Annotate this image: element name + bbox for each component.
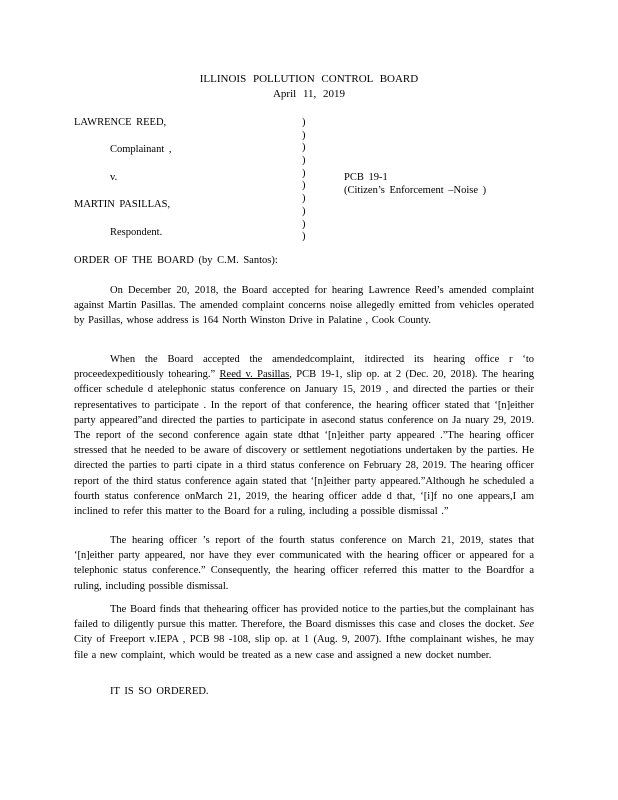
paren: ): [302, 167, 306, 179]
paragraph-2-rest: , PCB 19-1, slip op. at 2 (Dec. 20, 2018). The hearing officer schedule d atelephonic status conference on January 15, 2019 , and directed the parties or their representatives to participate . In the report of that conference, the hearing officer stated that ‘[n]either party appeared”and directed the parties to participate in asecond status conference on Ja nuary 29, 2019. The report of the second conference again state dthat ‘[n]either party appeared .”The hearing officer stressed that he needed to be aware of discovery or settlement negotiations undertaken by the parties. He directed the parties to parti cipate in a third status conference on February 28, 2019. The hearing officer report of the third status conference again stated that ‘[n]either party appeared.”Although he scheduled a fourth status conference onMarch 21, 2019, the hearing officer adde d that, ‘[i]f no one appears,I am inclined to refer this matter to the Board for a ruling, including a possible dismissal .”: [74, 369, 534, 518]
paren: ): [302, 129, 306, 141]
complainant-name: LAWRENCE REED,: [74, 117, 167, 128]
case-citation: Reed v. Pasillas: [219, 369, 290, 381]
see-signal: See: [519, 619, 534, 631]
paragraph-3: The hearing officer ’s report of the fourth status conference on March 21, 2019, states that ‘[n]either party appeared, nor have they ever communicated with the hearing officer or appeared for a telephonic status conference.” Consequently, the hearing officer referred this matter to the Boardfor a ruling, including possible dismissal.: [74, 535, 534, 592]
paren: ): [302, 218, 306, 230]
paren: ): [302, 142, 306, 154]
respondent-name: MARTIN PASILLAS,: [74, 199, 171, 210]
paren: ): [302, 180, 306, 192]
closing-line: IT IS SO ORDERED.: [110, 686, 209, 697]
paren: ): [302, 205, 306, 217]
case-number: PCB 19-1: [344, 172, 388, 183]
paragraph-4-rest: , PCB 98 -108, slip op. at 1 (Aug. 9, 2007). Ifthe complainant wishes, he may file a new complaint, which would be treated as a new case and assigned a new docket number.: [74, 634, 534, 661]
paren: ): [302, 155, 306, 167]
paragraph-4-citation: City of Freeport v.IEPA: [74, 634, 179, 646]
paren: ): [302, 231, 306, 243]
board-title: ILLINOIS POLLUTION CONTROL BOARD: [199, 73, 419, 85]
paragraph-4-start: The Board finds that thehearing officer has provided notice to the parties,but the complainant has failed to diligently pursue this matter. Therefore, the Board dismisses this case and closes the docket.: [74, 604, 534, 631]
case-type: (Citizen’s Enforcement –Noise ): [344, 185, 487, 196]
caption-parentheses: [302, 117, 306, 244]
versus: v.: [110, 172, 118, 183]
complainant-role: Complainant ,: [110, 144, 172, 155]
paragraph-1: On December 20, 2018, the Board accepted for hearing Lawrence Reed’s amended complaint against Martin Pasillas. The amended complaint concerns noise allegedly emitted from vehicles operated by Pasillas, whose address is 164 North Winston Drive in Palatine , Cook County.: [74, 285, 534, 327]
paren: ): [302, 193, 306, 205]
paragraph-2-start: When the Board accepted the amendedcomplaint, itdirected its hearing office r ‘to proceedexpeditiously tohearing.”: [74, 354, 534, 381]
order-date: April 11, 2019: [272, 88, 346, 100]
order-heading: ORDER OF THE BOARD (by C.M. Santos):: [74, 255, 278, 266]
paragraph-4: [74, 602, 534, 663]
paragraph-2: [74, 352, 534, 519]
respondent-role: Respondent.: [110, 227, 163, 238]
paren: ): [302, 117, 306, 128]
